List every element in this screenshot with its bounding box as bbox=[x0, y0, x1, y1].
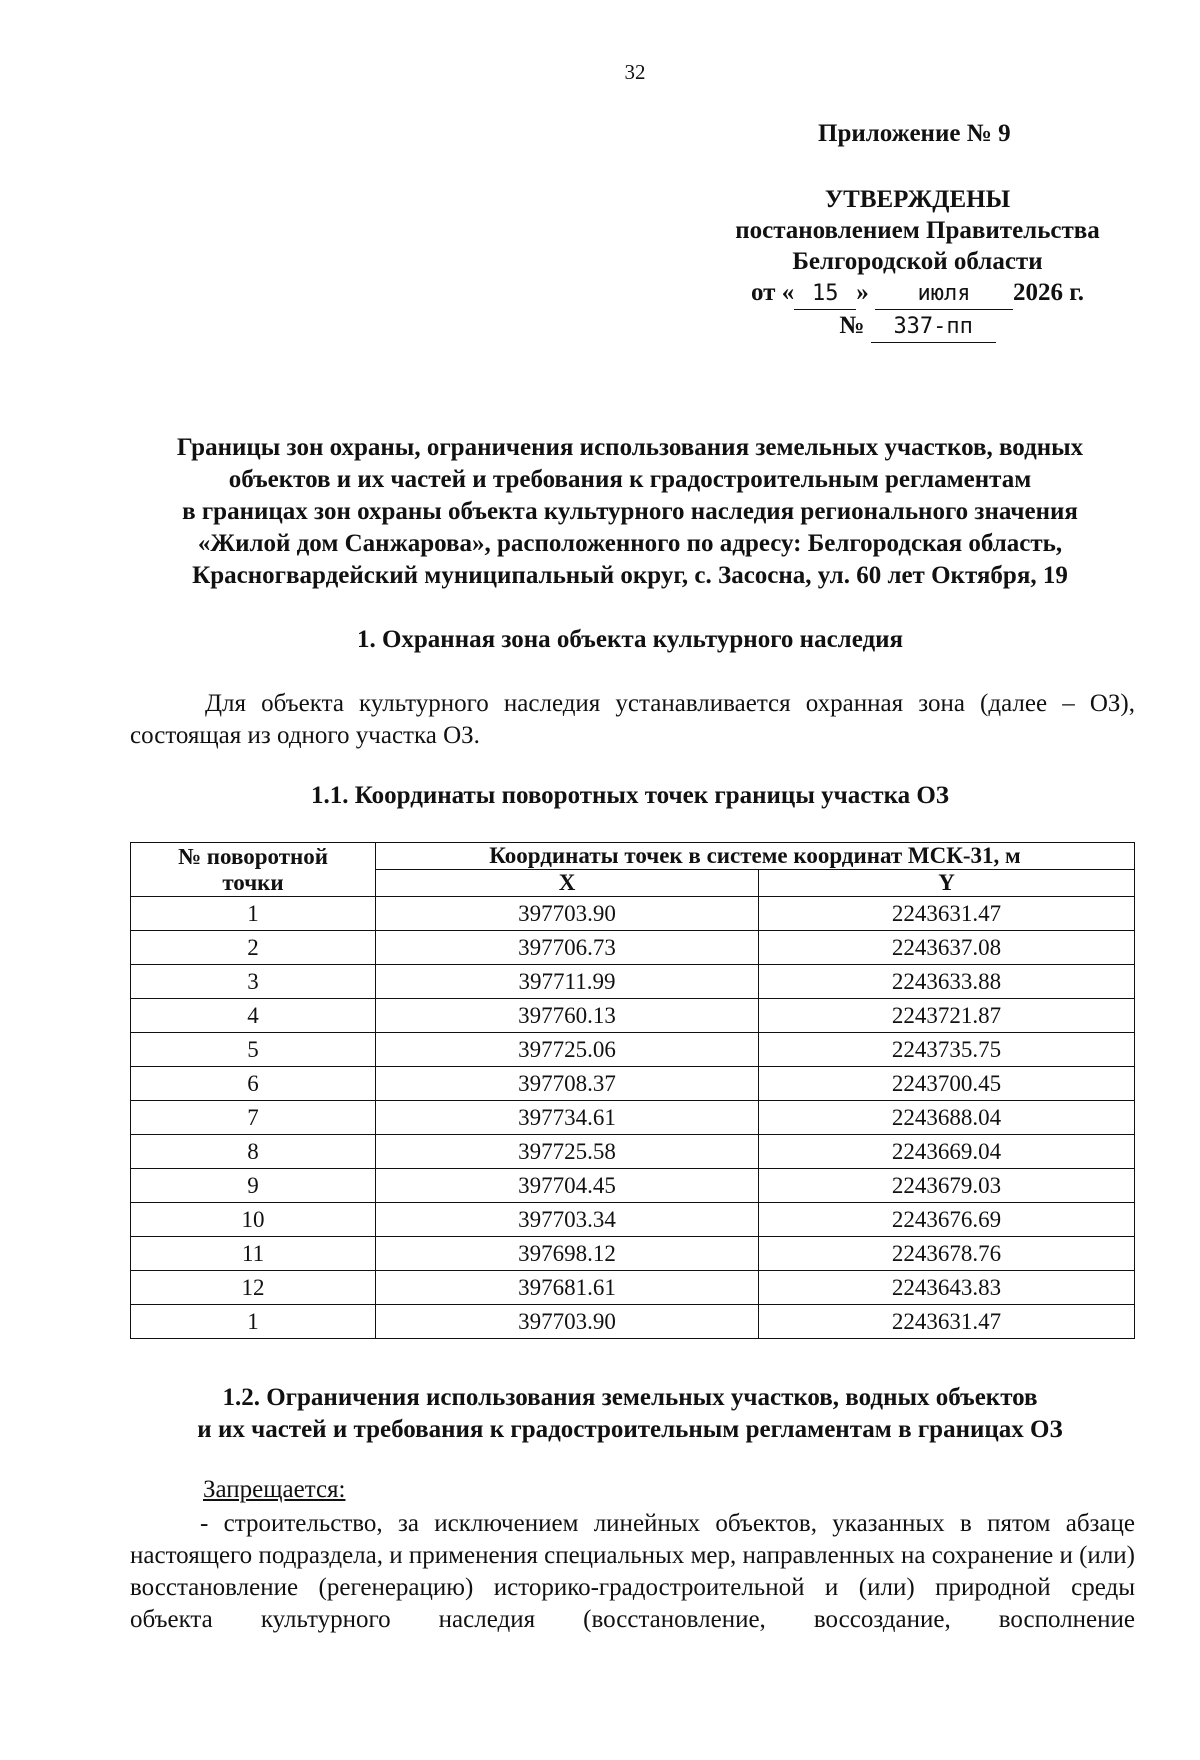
date-prefix: от « bbox=[751, 279, 795, 306]
title-line: Границы зон охраны, ограничения использования земельных участков, водных bbox=[176, 434, 1084, 461]
y-value: 2243688.04 bbox=[759, 1101, 1135, 1135]
point-number: 10 bbox=[131, 1203, 376, 1237]
point-number: 6 bbox=[131, 1067, 376, 1101]
table-row bbox=[131, 1169, 1135, 1203]
table-row bbox=[131, 931, 1135, 965]
x-value: 397704.45 bbox=[376, 1169, 759, 1203]
table-row bbox=[131, 1101, 1135, 1135]
x-value: 397698.12 bbox=[376, 1237, 759, 1271]
point-number: 3 bbox=[131, 965, 376, 999]
y-value: 2243643.83 bbox=[759, 1271, 1135, 1305]
section-1-paragraph: Для объекта культурного наследия устанавливается охранная зона (далее – ОЗ), состоящая из одного участка ОЗ. bbox=[130, 690, 1135, 749]
appendix-label: Приложение № 9 bbox=[818, 120, 1011, 147]
section-1-heading: 1. Охранная зона объекта культурного наследия bbox=[356, 626, 904, 653]
approval-line-region: Белгородской области bbox=[792, 248, 1043, 275]
approval-number-line bbox=[715, 310, 1120, 343]
table-row bbox=[131, 1203, 1135, 1237]
x-value: 397703.90 bbox=[376, 897, 759, 931]
document-title bbox=[120, 432, 1140, 592]
header-coordinates: Координаты точек в системе координат МСК-31, м bbox=[376, 843, 1135, 870]
y-value: 2243631.47 bbox=[759, 897, 1135, 931]
title-line: Красногвардейский муниципальный округ, с. Засосна, ул. 60 лет Октября, 19 bbox=[192, 562, 1068, 589]
x-value: 397706.73 bbox=[376, 931, 759, 965]
table-row bbox=[131, 1271, 1135, 1305]
point-number: 12 bbox=[131, 1271, 376, 1305]
point-number: 1 bbox=[131, 897, 376, 931]
table-row bbox=[131, 897, 1135, 931]
table-row bbox=[131, 1237, 1135, 1271]
forbidden-item: - строительство, за исключением линейных объектов, указанных в пятом абзаце настоящего подраздела, и применения специальных мер, направленных на сохранение и (или) восстановление (регенерацию) историко-градостроительной и (или) природной среды объекта культурного наследия (восстановление, воссоздание, восполнение bbox=[130, 1510, 1135, 1633]
number-prefix: № bbox=[839, 312, 865, 339]
header-point-number bbox=[131, 843, 376, 897]
title-line: «Жилой дом Санжарова», расположенного по адресу: Белгородская область, bbox=[197, 530, 1063, 557]
approval-heading: УТВЕРЖДЕНЫ bbox=[824, 186, 1011, 213]
approval-block bbox=[715, 184, 1120, 343]
y-value: 2243633.88 bbox=[759, 965, 1135, 999]
table-row bbox=[131, 1067, 1135, 1101]
x-value: 397703.90 bbox=[376, 1305, 759, 1339]
approval-date-line bbox=[715, 277, 1120, 310]
date-mid: » bbox=[856, 279, 869, 306]
x-value: 397703.34 bbox=[376, 1203, 759, 1237]
coordinates-table bbox=[130, 842, 1135, 1339]
x-value: 397711.99 bbox=[376, 965, 759, 999]
x-value: 397681.61 bbox=[376, 1271, 759, 1305]
table-row bbox=[131, 1033, 1135, 1067]
page-number: 32 bbox=[624, 60, 646, 84]
x-value: 397708.37 bbox=[376, 1067, 759, 1101]
x-value: 397734.61 bbox=[376, 1101, 759, 1135]
point-number: 5 bbox=[131, 1033, 376, 1067]
date-year: 2026 г. bbox=[1012, 279, 1084, 306]
y-value: 2243678.76 bbox=[759, 1237, 1135, 1271]
table-row bbox=[131, 965, 1135, 999]
date-month: июля bbox=[875, 278, 1013, 310]
header-y: Y bbox=[759, 870, 1135, 897]
y-value: 2243679.03 bbox=[759, 1169, 1135, 1203]
section-1-2-heading-line: 1.2. Ограничения использования земельных участков, водных объектов bbox=[222, 1384, 1038, 1411]
y-value: 2243669.04 bbox=[759, 1135, 1135, 1169]
title-line: объектов и их частей и требования к градостроительным регламентам bbox=[228, 466, 1032, 493]
y-value: 2243676.69 bbox=[759, 1203, 1135, 1237]
forbidden-label: Запрещается: bbox=[203, 1476, 346, 1503]
table-row bbox=[131, 1305, 1135, 1339]
point-number: 7 bbox=[131, 1101, 376, 1135]
x-value: 397760.13 bbox=[376, 999, 759, 1033]
header-point-line: № поворотной bbox=[177, 843, 329, 869]
header-point-line: точки bbox=[222, 869, 284, 895]
point-number: 2 bbox=[131, 931, 376, 965]
point-number: 1 bbox=[131, 1305, 376, 1339]
y-value: 2243631.47 bbox=[759, 1305, 1135, 1339]
title-line: в границах зон охраны объекта культурного наследия регионального значения bbox=[182, 498, 1078, 525]
y-value: 2243637.08 bbox=[759, 931, 1135, 965]
y-value: 2243700.45 bbox=[759, 1067, 1135, 1101]
x-value: 397725.06 bbox=[376, 1033, 759, 1067]
point-number: 9 bbox=[131, 1169, 376, 1203]
point-number: 8 bbox=[131, 1135, 376, 1169]
section-1-1-heading: 1.1. Координаты поворотных точек границы участка ОЗ bbox=[311, 782, 949, 809]
table-row bbox=[131, 999, 1135, 1033]
y-value: 2243721.87 bbox=[759, 999, 1135, 1033]
y-value: 2243735.75 bbox=[759, 1033, 1135, 1067]
section-1-2-heading bbox=[120, 1382, 1140, 1446]
decree-number: 337-пп bbox=[871, 311, 996, 343]
approval-line-decree: постановлением Правительства bbox=[735, 217, 1100, 244]
x-value: 397725.58 bbox=[376, 1135, 759, 1169]
header-x: X bbox=[376, 870, 759, 897]
section-1-2-heading-line: и их частей и требования к градостроительным регламентам в границах ОЗ bbox=[197, 1416, 1063, 1443]
date-day: 15 bbox=[794, 278, 856, 310]
table-header-row bbox=[131, 843, 1135, 870]
point-number: 4 bbox=[131, 999, 376, 1033]
table-row bbox=[131, 1135, 1135, 1169]
point-number: 11 bbox=[131, 1237, 376, 1271]
